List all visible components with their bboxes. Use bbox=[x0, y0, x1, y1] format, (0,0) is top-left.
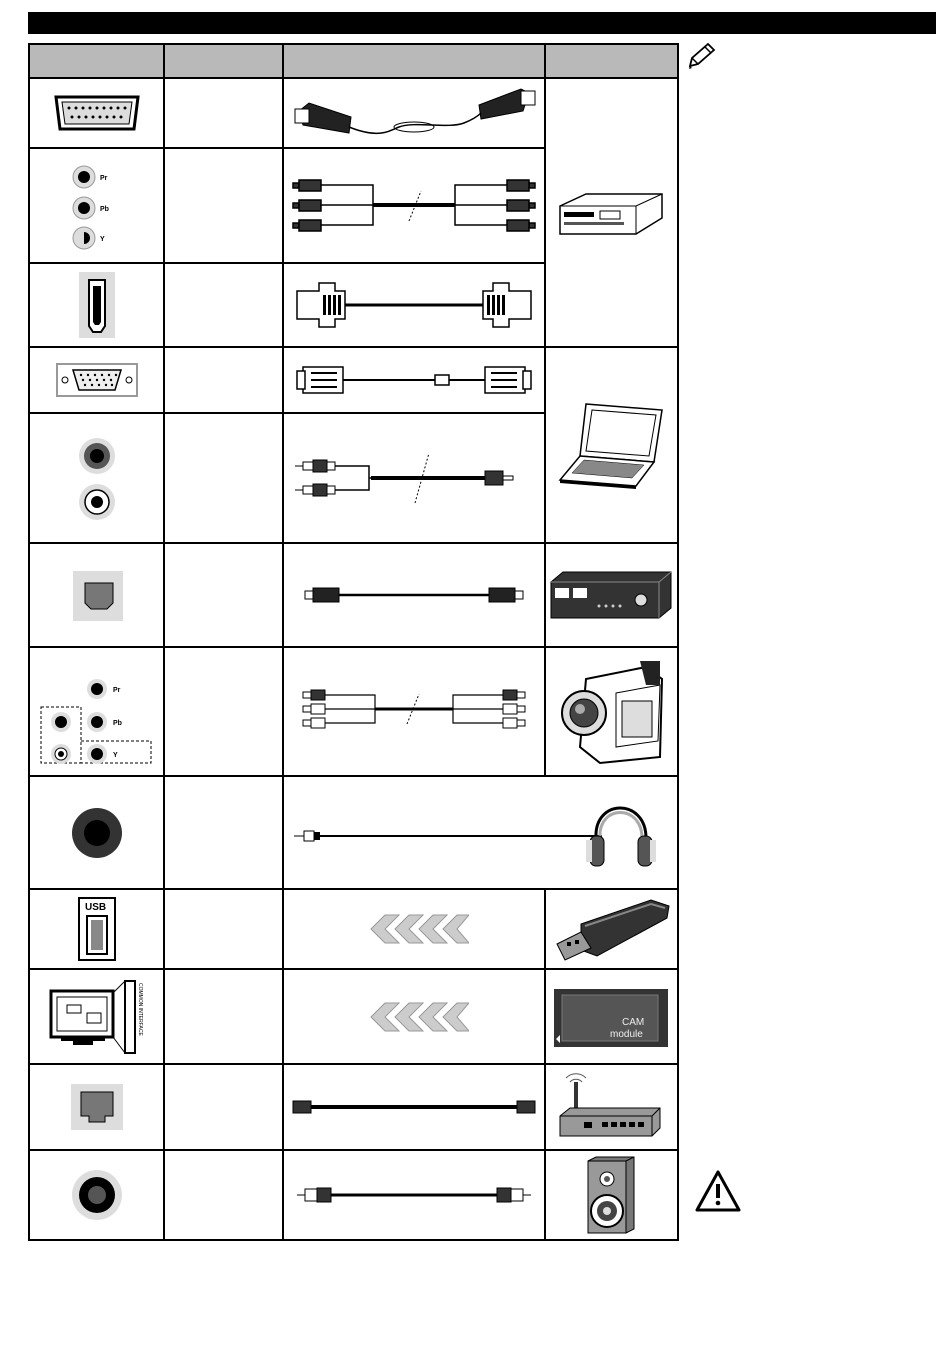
optical-cable-icon bbox=[283, 543, 545, 647]
vga-port-icon bbox=[29, 347, 164, 413]
type-cell bbox=[164, 1064, 283, 1150]
type-cell bbox=[164, 647, 283, 776]
hdmi-port-icon bbox=[29, 263, 164, 347]
ci-slot-tv-icon bbox=[29, 969, 164, 1064]
coaxial-audio-port-icon bbox=[29, 1150, 164, 1240]
warning-triangle-icon bbox=[693, 1168, 743, 1214]
usb-stick-device-icon bbox=[545, 889, 678, 969]
header-cables bbox=[283, 44, 545, 78]
table-row bbox=[29, 969, 678, 1064]
header-type bbox=[164, 44, 283, 78]
camcorder-device-icon bbox=[545, 647, 678, 776]
wifi-router-device-icon bbox=[545, 1064, 678, 1150]
audio-receiver-device-icon bbox=[545, 543, 678, 647]
usb-port-icon bbox=[29, 889, 164, 969]
header-connector bbox=[29, 44, 164, 78]
component-cable-icon bbox=[283, 148, 545, 263]
pencil-note-icon bbox=[686, 42, 718, 72]
cam-module-device-icon bbox=[545, 969, 678, 1064]
laptop-device-icon bbox=[545, 347, 678, 543]
table-row bbox=[29, 78, 678, 148]
connections-table bbox=[28, 43, 679, 1241]
vga-cable-icon bbox=[283, 347, 545, 413]
ci-label: COMMON INTERFACE bbox=[136, 982, 143, 1036]
ethernet-cable-icon bbox=[283, 1064, 545, 1150]
pc-audio-cable-icon bbox=[283, 413, 545, 543]
header-device bbox=[545, 44, 678, 78]
cam-label-line2: module bbox=[610, 1028, 644, 1040]
type-cell bbox=[164, 543, 283, 647]
optical-port-icon bbox=[29, 543, 164, 647]
type-cell bbox=[164, 148, 283, 263]
back-pr-label: Pr bbox=[112, 686, 120, 694]
scart-cable-icon bbox=[283, 78, 545, 148]
pc-audio-port-icon bbox=[29, 413, 164, 543]
table-row bbox=[29, 543, 678, 647]
scart-port-icon bbox=[29, 78, 164, 148]
component-port-icon bbox=[29, 148, 164, 263]
ci-connect-arrows-icon bbox=[283, 969, 545, 1064]
table-row bbox=[29, 1150, 678, 1240]
title-bar bbox=[28, 12, 936, 34]
y-label: Y bbox=[99, 235, 105, 243]
type-cell bbox=[164, 889, 283, 969]
type-cell bbox=[164, 969, 283, 1064]
table-row bbox=[29, 647, 678, 776]
coaxial-cable-icon bbox=[283, 1150, 545, 1240]
type-cell bbox=[164, 263, 283, 347]
back-av-port-icon bbox=[29, 647, 164, 776]
usb-label: USB bbox=[84, 902, 106, 913]
type-cell bbox=[164, 413, 283, 543]
pr-label: Pr bbox=[99, 174, 107, 182]
table-row bbox=[29, 889, 678, 969]
back-y-label: Y bbox=[112, 751, 118, 759]
back-pb-label: Pb bbox=[112, 719, 122, 727]
table-row bbox=[29, 776, 678, 889]
type-cell bbox=[164, 78, 283, 148]
usb-connect-arrows-icon bbox=[283, 889, 545, 969]
back-av-cable-icon bbox=[283, 647, 545, 776]
type-cell bbox=[164, 1150, 283, 1240]
cam-label-line1: CAM bbox=[622, 1016, 645, 1028]
headphone-port-icon bbox=[29, 776, 164, 889]
table-header bbox=[29, 44, 678, 78]
speaker-device-icon bbox=[545, 1150, 678, 1240]
pb-label: Pb bbox=[99, 205, 109, 213]
type-cell bbox=[164, 347, 283, 413]
ethernet-port-icon bbox=[29, 1064, 164, 1150]
table-row bbox=[29, 1064, 678, 1150]
dvd-player-device-icon bbox=[545, 78, 678, 347]
hdmi-cable-icon bbox=[283, 263, 545, 347]
headphone-cable-icon bbox=[283, 776, 678, 889]
table-row bbox=[29, 347, 678, 413]
type-cell bbox=[164, 776, 283, 889]
